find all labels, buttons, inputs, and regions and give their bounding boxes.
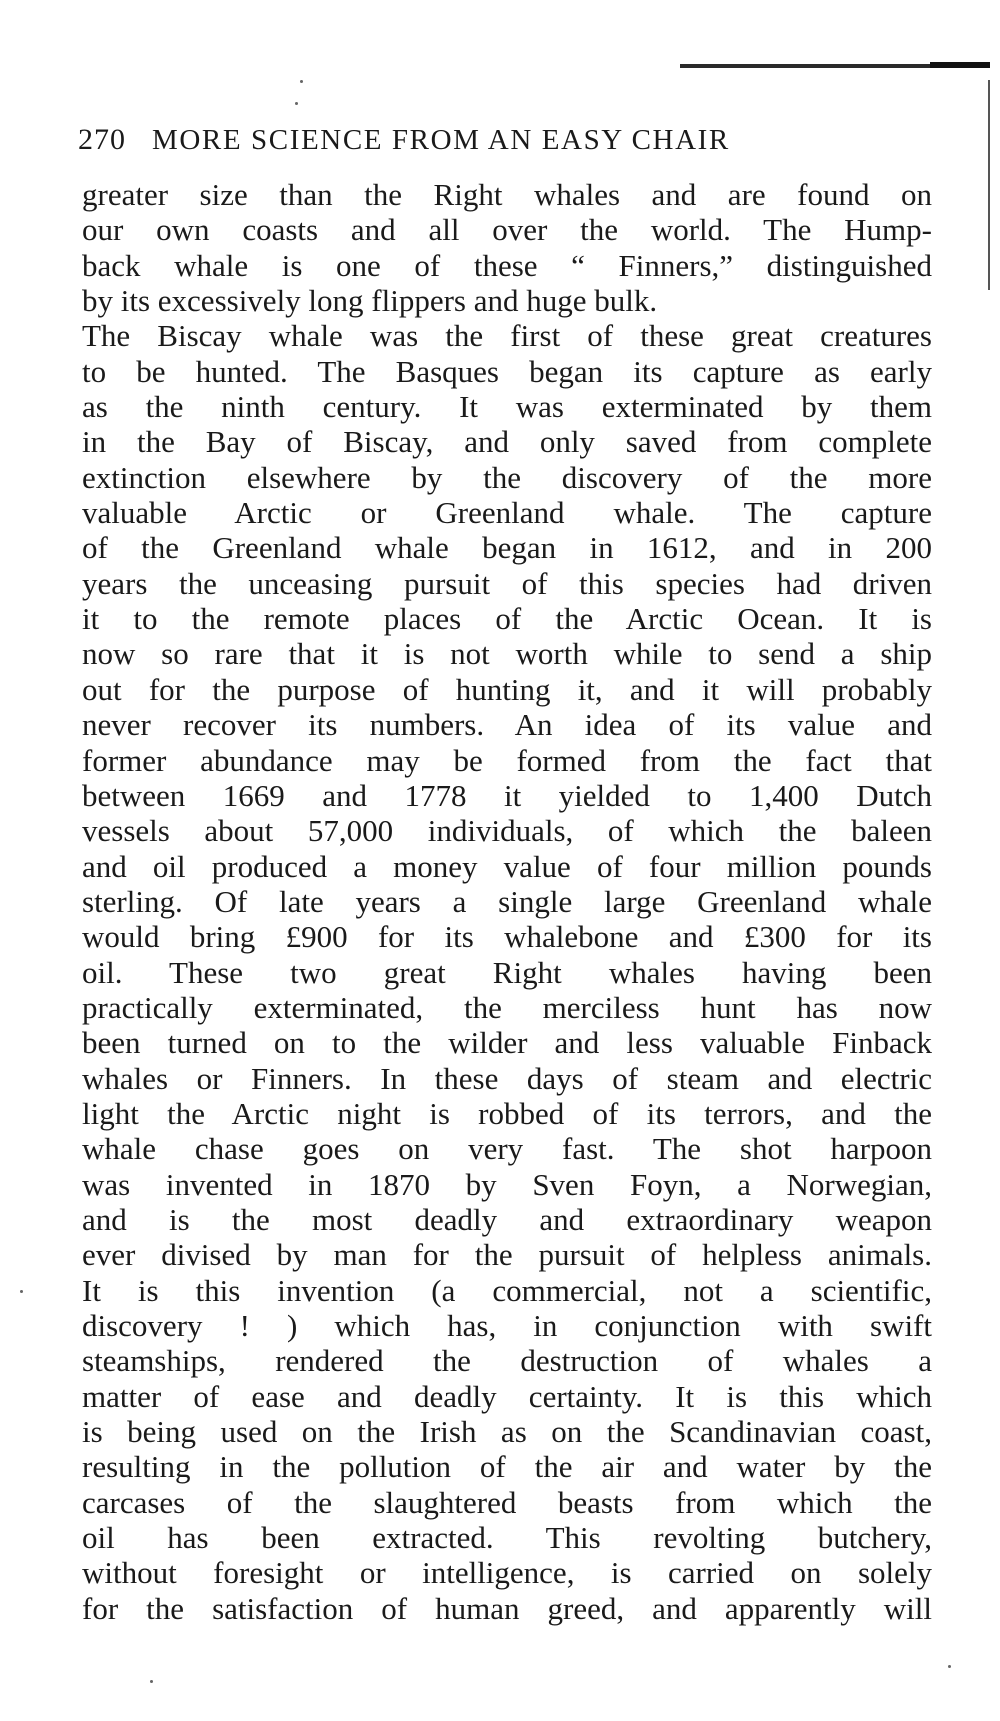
text-line: and oil produced a money value of four million pounds	[82, 848, 932, 884]
top-edge-rule	[680, 64, 990, 68]
text-line: and is the most deadly and extraordinary weapon	[82, 1201, 932, 1237]
text-line: light the Arctic night is robbed of its terrors, and the	[82, 1095, 932, 1131]
text-line: back whale is one of these “ Finners,” distinguished	[82, 247, 932, 283]
text-line: valuable Arctic or Greenland whale. The capture	[82, 495, 932, 531]
text-line: is being used on the Irish as on the Scandinavian coast,	[82, 1414, 932, 1450]
text-line: The Biscay whale was the first of these great creatures	[82, 318, 932, 354]
text-line: extinction elsewhere by the discovery of the more	[82, 459, 932, 495]
text-line: was invented in 1870 by Sven Foyn, a Norwegian,	[82, 1166, 932, 1202]
print-speck	[300, 80, 303, 83]
text-line: discovery ! ) which has, in conjunction with swift	[82, 1308, 932, 1343]
text-line: greater size than the Right whales and are found on	[82, 177, 932, 212]
text-line: our own coasts and all over the world. The Hump-	[82, 212, 932, 248]
text-line: would bring £900 for its whalebone and £300 for its	[82, 919, 932, 955]
text-line: oil. These two great Right whales having been	[82, 954, 932, 990]
text-line: former abundance may be formed from the fact that	[82, 742, 932, 778]
text-line: now so rare that it is not worth while to send a ship	[82, 636, 932, 672]
print-speck	[948, 1665, 951, 1668]
page-number: 270	[78, 123, 126, 156]
text-line: carcases of the slaughtered beasts from which the	[82, 1484, 932, 1520]
print-speck	[20, 1290, 23, 1293]
text-line: oil has been extracted. This revolting butchery,	[82, 1520, 932, 1556]
running-title: MORE SCIENCE FROM AN EASY CHAIR	[152, 124, 730, 156]
text-line: It is this invention (a commercial, not a scientific,	[82, 1272, 932, 1308]
text-line: whale chase goes on very fast. The shot harpoon	[82, 1131, 932, 1167]
text-line: for the satisfaction of human greed, and apparently will	[82, 1590, 932, 1626]
text-line: of the Greenland whale began in 1612, and in 200	[82, 530, 932, 566]
text-line: it to the remote places of the Arctic Ocean. It is	[82, 601, 932, 637]
text-line: been turned on to the wilder and less valuable Finback	[82, 1025, 932, 1061]
text-line: matter of ease and deadly certainty. It is this which	[82, 1378, 932, 1414]
text-line: without foresight or intelligence, is carried on solely	[82, 1555, 932, 1591]
text-line: by its excessively long flippers and huge bulk.	[82, 283, 658, 319]
text-line: resulting in the pollution of the air and water by the	[82, 1449, 932, 1485]
page-edge-shadow	[988, 80, 990, 290]
text-line: vessels about 57,000 individuals, of which the baleen	[82, 813, 932, 849]
text-line: years the unceasing pursuit of this species had driven	[82, 565, 932, 601]
text-line: practically exterminated, the merciless hunt has now	[82, 989, 932, 1025]
text-line: in the Bay of Biscay, and only saved from complete	[82, 424, 932, 460]
text-line: ever divised by man for the pursuit of helpless animals.	[82, 1237, 932, 1273]
text-line: sterling. Of late years a single large Greenland whale	[82, 883, 932, 919]
text-line: never recover its numbers. An idea of its value and	[82, 707, 932, 743]
text-line: as the ninth century. It was exterminated by them	[82, 389, 932, 425]
text-line: between 1669 and 1778 it yielded to 1,400 Dutch	[82, 777, 932, 813]
text-line: out for the purpose of hunting it, and it will probably	[82, 671, 932, 707]
running-head	[78, 123, 928, 169]
text-line: whales or Finners. In these days of steam and electric	[82, 1060, 932, 1096]
text-line: to be hunted. The Basques began its capture as early	[82, 353, 932, 389]
print-speck	[150, 1680, 153, 1683]
text-line: steamships, rendered the destruction of whales a	[82, 1343, 932, 1379]
body-text	[82, 177, 932, 1626]
print-speck	[295, 102, 298, 105]
